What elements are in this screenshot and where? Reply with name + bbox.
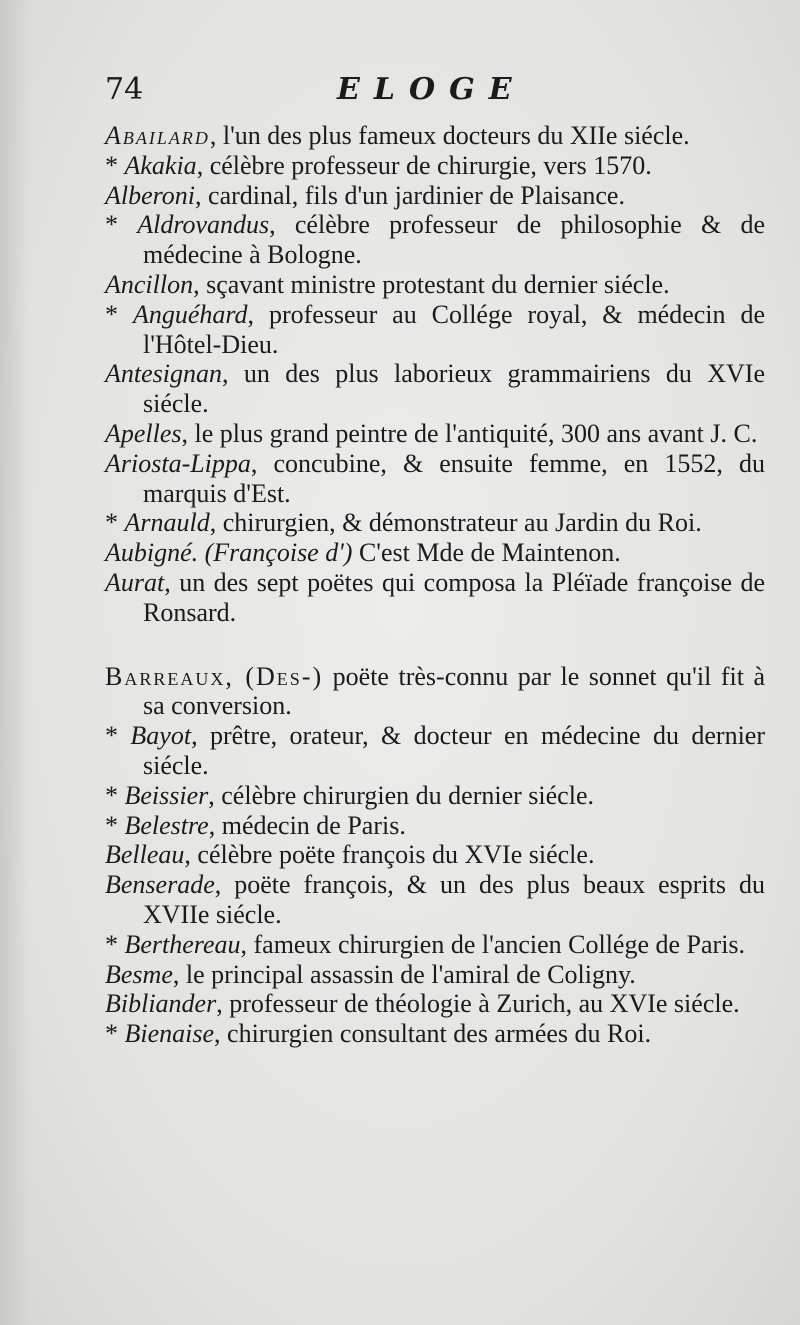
entry-description: , célèbre poëte françois du XVIe siécle. (184, 840, 595, 870)
index-entry (105, 840, 765, 870)
entry-description: , chirurgien, & démonstrateur au Jardin du Roi. (209, 508, 702, 538)
entry-name: Berthereau (124, 929, 241, 959)
page-gutter-shadow (0, 0, 30, 1325)
index-entry (105, 449, 765, 509)
entry-description: , sçavant ministre protestant du dernier siécle. (193, 269, 670, 299)
entry-name: Aurat (105, 567, 165, 597)
entry-name: Antesignan (105, 359, 222, 389)
entry-name: Apelles (105, 418, 182, 448)
entry-name: Benserade (105, 870, 215, 900)
entry-name: Bibliander (105, 989, 217, 1019)
index-entry (105, 1019, 765, 1049)
entry-name: Arnauld (124, 508, 210, 538)
entry-description: , cardinal, fils d'un jardinier de Plaisance. (195, 180, 625, 210)
page-number: 74 (105, 72, 144, 107)
asterisk-mark: * (105, 150, 125, 180)
index-entry (105, 151, 765, 181)
entry-name: Ancillon (105, 269, 194, 299)
entry-description: , l'un des plus fameux docteurs du XIIe siécle. (209, 121, 690, 150)
index-entry (105, 781, 765, 811)
entry-description: , le plus grand peintre de l'antiquité, 300 ans avant J. C. (181, 418, 758, 448)
entry-description: , fameux chirurgien de l'ancien Collége de Paris. (240, 929, 746, 959)
entry-name: Alberoni (105, 180, 196, 210)
entry-description: , un des sept poëtes qui composa la Pléïade françoise de Ronsard. (143, 567, 765, 627)
index-entry (105, 181, 765, 211)
entry-description: , médecin de Paris. (208, 810, 406, 840)
asterisk-mark: * (105, 929, 125, 959)
index-entry (105, 811, 765, 841)
index-entry (105, 870, 765, 930)
entry-name: Aldrovandus (137, 210, 270, 240)
entry-description: , professeur de théologie à Zurich, au XVIe siécle. (216, 989, 740, 1019)
entry-description: , concubine, & ensuite femme, en 1552, du marquis d'Est. (143, 448, 765, 508)
entry-name: Ariosta-Lippa (105, 448, 251, 478)
index-entry (105, 538, 765, 568)
index-entry (105, 930, 765, 960)
index-entry (105, 300, 765, 360)
index-entry (105, 270, 765, 300)
entry-name: Beissier (124, 780, 209, 810)
entry-description: , célèbre professeur de chirurgie, vers 1570. (196, 150, 652, 180)
entry-name: Anguéhard (132, 299, 248, 329)
index-entry (105, 662, 765, 722)
index-entry (105, 359, 765, 419)
entry-name: Akakia (124, 150, 197, 180)
entry-description: , célèbre chirurgien du dernier siécle. (208, 780, 594, 810)
index-entry (105, 721, 765, 781)
entry-description: , un des plus laborieux grammairiens du XVIe siécle. (143, 359, 765, 419)
asterisk-mark: * (105, 299, 133, 329)
entry-description: , professeur au Collége royal, & médecin de l'Hôtel-Dieu. (143, 299, 766, 359)
page-header (105, 72, 765, 112)
entry-description: , chirurgien consultant des armées du Roi. (214, 1019, 652, 1049)
asterisk-mark: * (105, 810, 125, 840)
index-entry (105, 960, 765, 990)
entry-name: Belestre (124, 810, 209, 840)
index-entry (105, 989, 765, 1019)
index-entry (105, 508, 765, 538)
index-list (105, 121, 765, 1049)
entry-description: poëte très-connu par le sonnet qu'il fit à sa conversion. (143, 661, 765, 721)
entry-name: Bayot (130, 721, 192, 751)
running-head: ELOGE (337, 72, 526, 107)
entry-description: C'est Mde de Maintenon. (352, 538, 621, 568)
index-entry (105, 568, 765, 628)
entry-description: , célèbre professeur de philosophie & de médecine à Bologne. (143, 210, 766, 270)
entry-description: , poëte françois, & un des plus beaux esprits du XVIIe siécle. (143, 870, 765, 929)
asterisk-mark: * (105, 1019, 125, 1049)
asterisk-mark: * (105, 210, 138, 240)
entry-name: Abailard (105, 121, 210, 150)
entry-name: Barreaux, (Des-) (105, 661, 324, 691)
entry-description: , prêtre, orateur, & docteur en médecine du dernier siécle. (143, 721, 766, 780)
entry-name: Bienaise (124, 1019, 215, 1049)
asterisk-mark: * (105, 721, 131, 751)
entry-name: Belleau (105, 840, 185, 870)
index-entry (105, 210, 765, 270)
entry-name: Besme (105, 959, 173, 989)
entry-description: , le principal assassin de l'amiral de Coligny. (172, 959, 636, 989)
index-entry (105, 121, 765, 151)
asterisk-mark: * (105, 508, 125, 538)
asterisk-mark: * (105, 780, 125, 810)
index-entry (105, 419, 765, 449)
entry-name: Aubigné. (Françoise d') (105, 538, 353, 568)
